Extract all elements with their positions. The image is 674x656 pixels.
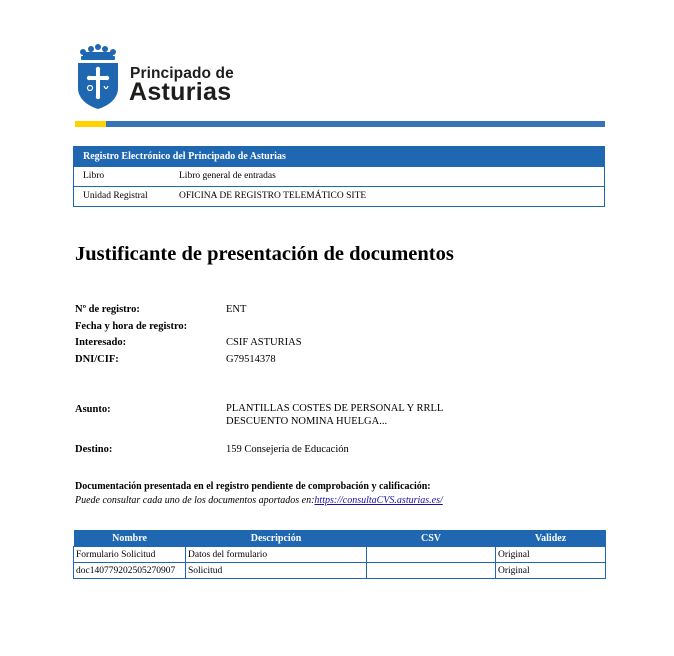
registro-label: Nº de registro: xyxy=(75,304,140,315)
documents-table xyxy=(73,530,606,579)
registry-value: OFICINA DE REGISTRO TELEMÁTICO SITE xyxy=(179,191,367,201)
header-stripe-yellow xyxy=(75,121,106,127)
logo-text-line1: Principado de xyxy=(130,65,234,82)
destino-label: Destino: xyxy=(75,444,113,455)
registry-value: Libro general de entradas xyxy=(179,171,276,181)
documentation-consult xyxy=(75,495,443,506)
registry-label: Libro xyxy=(83,171,105,181)
cell-validez: Original xyxy=(496,547,606,563)
col-header-nombre: Nombre xyxy=(74,530,186,547)
header-stripe-blue xyxy=(106,121,605,127)
consult-link[interactable]: https://consultaCVS.asturias.es/ xyxy=(314,495,443,506)
col-header-validez: Validez xyxy=(496,530,606,547)
principado-logo xyxy=(75,44,245,114)
table-row xyxy=(74,547,606,563)
registry-label: Unidad Registral xyxy=(83,191,148,201)
table-header-row xyxy=(74,530,606,547)
table-row xyxy=(74,563,606,579)
cell-csv xyxy=(367,563,496,579)
asunto-value-line2: DESCUENTO NOMINA HUELGA... xyxy=(226,416,388,427)
asunto-value-line1: PLANTILLAS COSTES DE PERSONAL Y RRLL xyxy=(226,403,444,414)
col-header-descripcion: Descripción xyxy=(186,530,367,547)
cell-nombre: doc140779202505270907 xyxy=(74,563,186,579)
logo-text-line2: Asturias xyxy=(129,78,232,106)
dni-value: G79514378 xyxy=(226,354,276,365)
coat-of-arms-icon xyxy=(75,44,121,110)
cell-validez: Original xyxy=(496,563,606,579)
cell-descripcion: Solicitud xyxy=(186,563,367,579)
registry-header: Registro Electrónico del Principado de Asturias xyxy=(74,147,604,167)
consult-text: Puede consultar cada uno de los documentos aportados en: xyxy=(75,495,315,506)
asunto-label: Asunto: xyxy=(75,404,111,415)
fecha-label: Fecha y hora de registro: xyxy=(75,321,188,332)
cell-nombre: Formulario Solicitud xyxy=(74,547,186,563)
cell-csv xyxy=(367,547,496,563)
registro-value: ENT xyxy=(226,304,247,315)
cell-descripcion: Datos del formulario xyxy=(186,547,367,563)
interesado-value: CSIF ASTURIAS xyxy=(226,337,302,348)
registry-row-unidad xyxy=(74,186,604,206)
registry-info-box xyxy=(73,146,605,207)
documentation-note: Documentación presentada en el registro pendiente de comprobación y calificación: xyxy=(75,481,431,492)
col-header-csv: CSV xyxy=(367,530,496,547)
destino-value: 159 Consejería de Educación xyxy=(226,444,349,455)
page-title: Justificante de presentación de documentos xyxy=(75,243,454,265)
registry-row-libro xyxy=(74,167,604,186)
interesado-label: Interesado: xyxy=(75,337,127,348)
dni-label: DNI/CIF: xyxy=(75,354,119,365)
